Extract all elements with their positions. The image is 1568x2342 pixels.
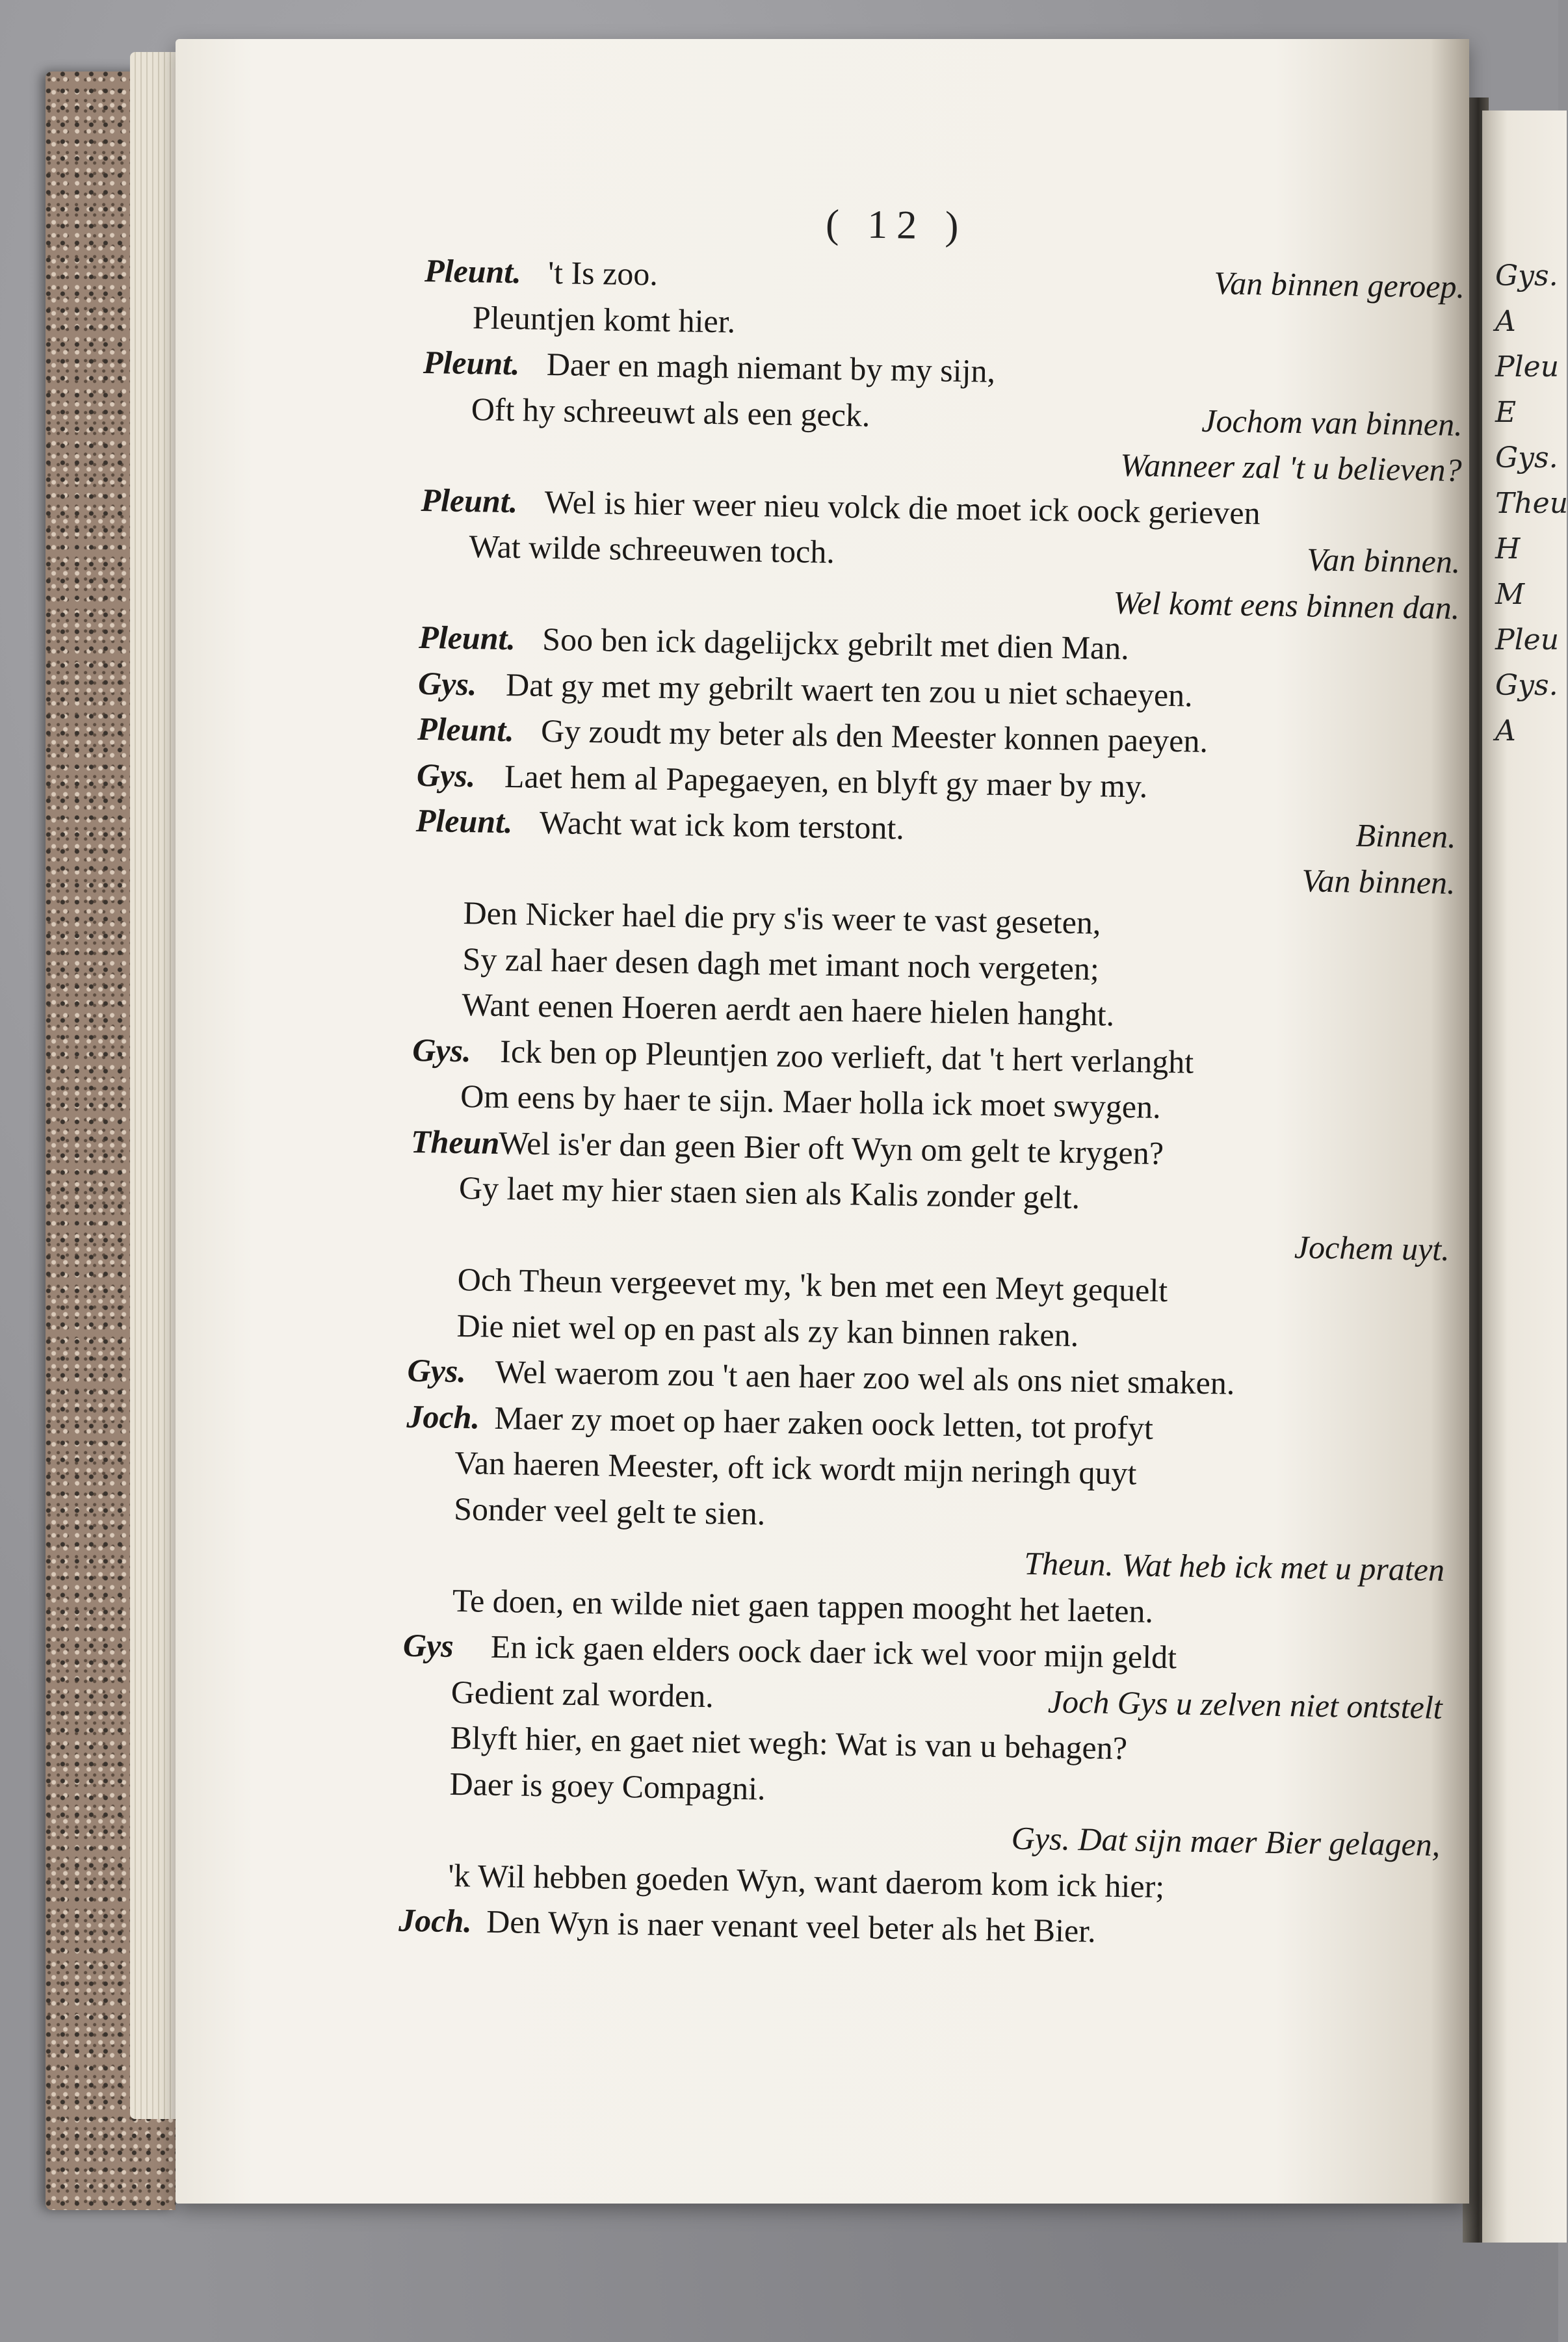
facing-page-fragment: Theu <box>1495 487 1568 520</box>
verse-text: Wacht wat ick kom terstont. <box>539 803 905 846</box>
verse-text: Blyft hier, en gaet niet wegh: Wat is van u behagen? <box>450 1719 1128 1767</box>
facing-page-fragment: H <box>1495 532 1521 566</box>
facing-page-fragment: Pleu <box>1495 350 1560 384</box>
speaker-name: Joch. <box>406 1398 480 1436</box>
speaker-name: Gys. <box>407 1351 467 1390</box>
stage-direction: Jochom van binnen. <box>1201 402 1463 443</box>
verse-text: Och Theun vergeevet my, 'k ben met een Meyt gequelt <box>457 1260 1168 1309</box>
verse-text: En ick gaen elders oock daer ick wel voor mijn geldt <box>490 1628 1177 1676</box>
verse-text: 't Is zoo. <box>547 254 659 293</box>
speaker-name: Pleunt. <box>415 801 513 840</box>
stage-direction: Binnen. <box>1355 816 1457 855</box>
speaker-name: Pleunt. <box>418 618 516 657</box>
facing-page-fragment: Pleu <box>1495 623 1560 657</box>
facing-page-fragment: A <box>1495 305 1516 338</box>
verse-text: Van haeren Meester, oft ick wordt mijn neringh quyt <box>454 1444 1137 1492</box>
verse-text: Te doen, en wilde niet gaen tappen mooght het laeten. <box>452 1581 1154 1630</box>
facing-page-text <box>1495 254 1568 754</box>
facing-page-fragment: Gys. <box>1495 259 1558 293</box>
verse-text: Ick ben op Pleuntjen zoo verlieft, dat 't hert verlanght <box>499 1032 1194 1080</box>
facing-page-fragment: A <box>1495 714 1516 748</box>
verse-text: Maer zy moet op haer zaken oock letten, tot profyt <box>494 1399 1154 1446</box>
stage-direction: Jochem uyt. <box>1294 1228 1450 1268</box>
stage-direction: Van binnen. <box>1301 861 1456 901</box>
facing-page-fragment: Gys. <box>1495 669 1558 702</box>
verse-text: Sonder veel gelt te sien. <box>453 1490 766 1531</box>
stage-direction: Joch Gys u zelven niet ontstelt <box>1047 1682 1443 1726</box>
speaker-name: Pleunt. <box>417 710 515 749</box>
verse-text: Soo ben ick dagelijckx gebrilt met dien Man. <box>542 620 1130 667</box>
verse-text: Wel is'er dan geen Bier oft Wyn om gelt te krygen? <box>498 1124 1164 1171</box>
verse-text: Want eenen Hoeren aerdt aen haere hielen hanght. <box>462 986 1115 1033</box>
verse-text: Wel waerom zou 't aen haer zoo wel als ons niet smaken. <box>495 1353 1235 1401</box>
page-text <box>399 195 1466 1959</box>
verse-text: Gy zoudt my beter als den Meester konnen paeyen. <box>540 712 1209 759</box>
facing-page-fragment: M <box>1495 578 1525 611</box>
verse-text: Den Wyn is naer venant veel beter als het Bier. <box>486 1903 1097 1949</box>
verse-text: Sy zal haer desen dagh met imant noch vergeten; <box>462 940 1100 987</box>
speaker-name: Theun <box>410 1123 500 1161</box>
verse-text: Pleuntjen komt hier. <box>472 298 736 339</box>
verse-text: Gy laet my hier staen sien als Kalis zonder gelt. <box>458 1169 1080 1216</box>
stage-direction: Wanneer zal 't u believen? <box>1119 446 1462 489</box>
verse-lines <box>399 248 1465 1959</box>
verse-text: 'k Wil hebben goeden Wyn, want daerom kom ick hier; <box>447 1856 1165 1905</box>
speaker-name: Gys. <box>416 756 476 794</box>
stage-direction: Van binnen geroep. <box>1214 265 1465 306</box>
verse-text: Om eens by haer te sijn. Maer holla ick moet swygen. <box>460 1078 1162 1125</box>
speaker-name: Gys. <box>417 664 477 702</box>
stage-direction: Van binnen. <box>1306 541 1461 580</box>
stage-direction: Wel komt eens binnen dan. <box>1113 584 1460 626</box>
verse-text: Den Nicker hael die pry s'is weer te vast geseten, <box>463 894 1101 941</box>
verse-text: Wat wilde schreeuwen toch. <box>469 528 835 570</box>
verse-text: Dat gy met my gebrilt waert ten zou u niet schaeyen. <box>505 666 1194 714</box>
facing-page-fragment: E <box>1495 396 1517 429</box>
verse-text: Die niet wel op en past als zy kan binnen raken. <box>456 1307 1079 1353</box>
verse-text: Daer en magh niemant by my sijn, <box>546 345 996 389</box>
stage-direction: Theun. Wat heb ick met u praten <box>1023 1544 1445 1588</box>
verse-text: Daer is goey Compagni. <box>449 1765 766 1807</box>
stage-direction: Gys. Dat sijn maer Bier gelagen, <box>1011 1819 1441 1863</box>
verse-text: Gedient zal worden. <box>451 1673 714 1714</box>
speaker-name: Gys. <box>412 1031 472 1069</box>
speaker-name: Joch. <box>398 1901 473 1940</box>
speaker-name: Gys <box>402 1626 454 1664</box>
facing-page-fragment: Gys. <box>1495 441 1558 475</box>
verse-text: Laet hem al Papegaeyen, en blyft gy maer by my. <box>504 757 1148 805</box>
verse-text: Oft hy schreeuwt als een geck. <box>471 390 870 434</box>
speaker-name: Pleunt. <box>423 343 521 382</box>
speaker-name: Pleunt. <box>421 481 518 519</box>
page-number: ( 12 ) <box>825 202 969 249</box>
verse-text: Wel is hier weer nieu volck die moet ick oock gerieven <box>544 483 1261 531</box>
speaker-name: Pleunt. <box>424 252 522 291</box>
